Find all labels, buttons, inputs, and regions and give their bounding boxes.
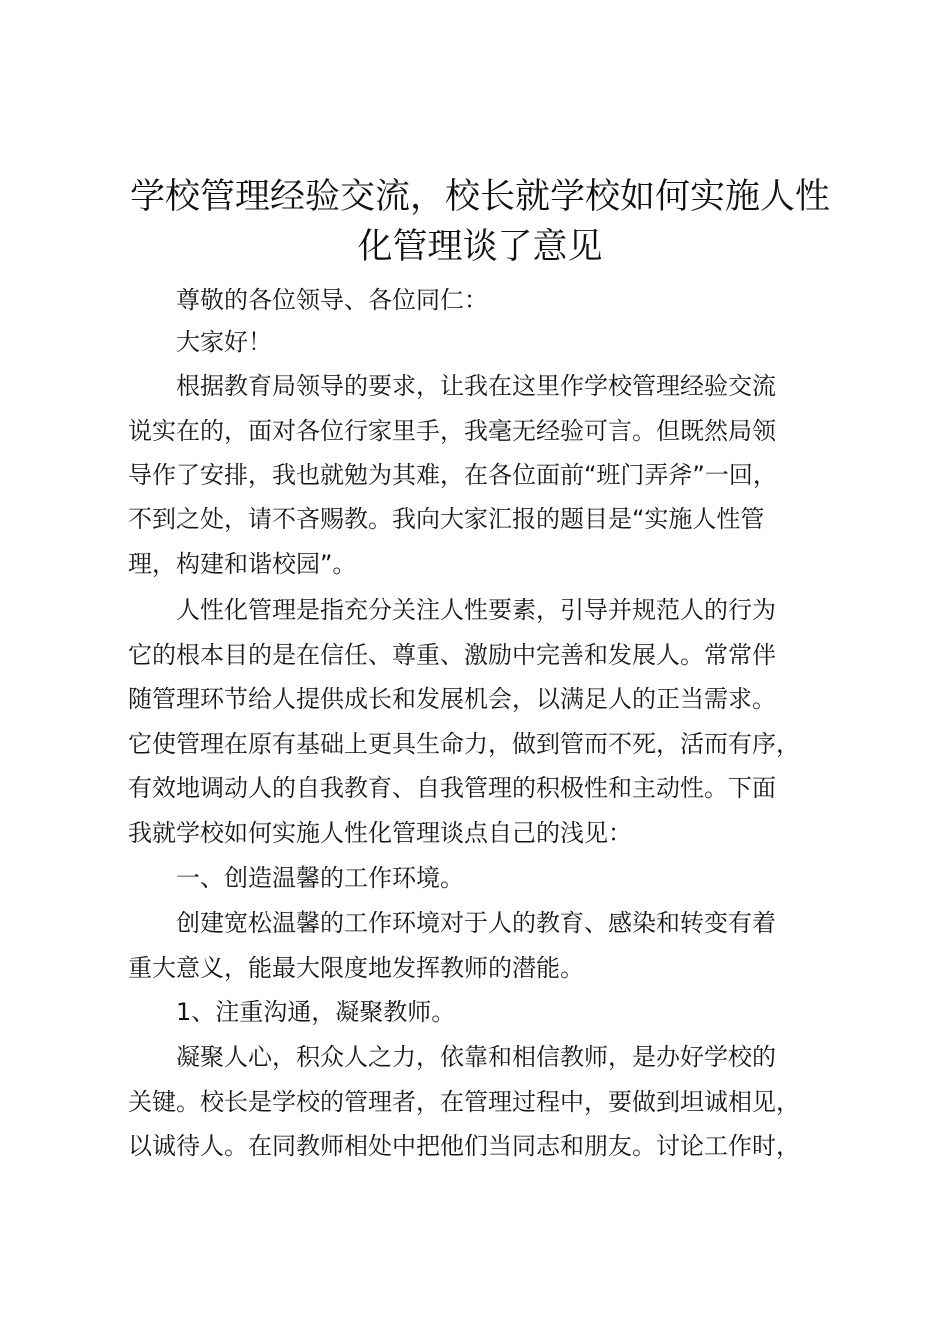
paragraph-line: 有效地调动人的自我教育、自我管理的积极性和主动性。下面: [128, 774, 776, 802]
title-line-2: 化管理谈了意见: [357, 227, 603, 267]
subsection-heading: 1、注重沟通，凝聚教师。: [176, 998, 456, 1026]
greeting-line: 大家好！: [176, 328, 272, 356]
paragraph-line: 不到之处，请不吝赐教。我向大家汇报的题目是“实施人性管: [128, 505, 765, 533]
document-title: [100, 172, 860, 272]
paragraph-line: 它的根本目的是在信任、尊重、激励中完善和发展人。常常伴: [128, 641, 776, 669]
paragraph-line: 重大意义，能最大限度地发挥教师的潜能。: [128, 954, 584, 982]
paragraph-line: 导作了安排，我也就勉为其难，在各位面前“班门弄斧”一回，: [128, 461, 777, 489]
salutation-line: 尊敬的各位领导、各位同仁：: [176, 286, 488, 314]
paragraph-line: 凝聚人心，积众人之力，依靠和相信教师，是办好学校的: [176, 1043, 776, 1071]
paragraph-line: 它使管理在原有基础上更具生命力，做到管而不死，活而有序，: [128, 730, 800, 758]
paragraph-line: 随管理环节给人提供成长和发展机会，以满足人的正当需求。: [128, 685, 776, 713]
paragraph-line: 关键。校长是学校的管理者，在管理过程中，要做到坦诚相见，: [128, 1088, 800, 1116]
paragraph-line: 创建宽松温馨的工作环境对于人的教育、感染和转变有着: [176, 909, 776, 937]
section-heading: 一、创造温馨的工作环境。: [176, 864, 464, 892]
paragraph-line: 说实在的，面对各位行家里手，我毫无经验可言。但既然局领: [128, 417, 776, 445]
paragraph-line: 理，构建和谐校园”。: [128, 550, 357, 578]
paragraph-line: 人性化管理是指充分关注人性要素，引导并规范人的行为: [176, 596, 776, 624]
paragraph-line: 根据教育局领导的要求，让我在这里作学校管理经验交流: [176, 372, 776, 400]
paragraph-line: 以诚待人。在同教师相处中把他们当同志和朋友。讨论工作时，: [128, 1132, 800, 1160]
title-line-1: 学校管理经验交流，校长就学校如何实施人性: [129, 177, 830, 217]
paragraph-line: 我就学校如何实施人性化管理谈点自己的浅见：: [128, 819, 632, 847]
